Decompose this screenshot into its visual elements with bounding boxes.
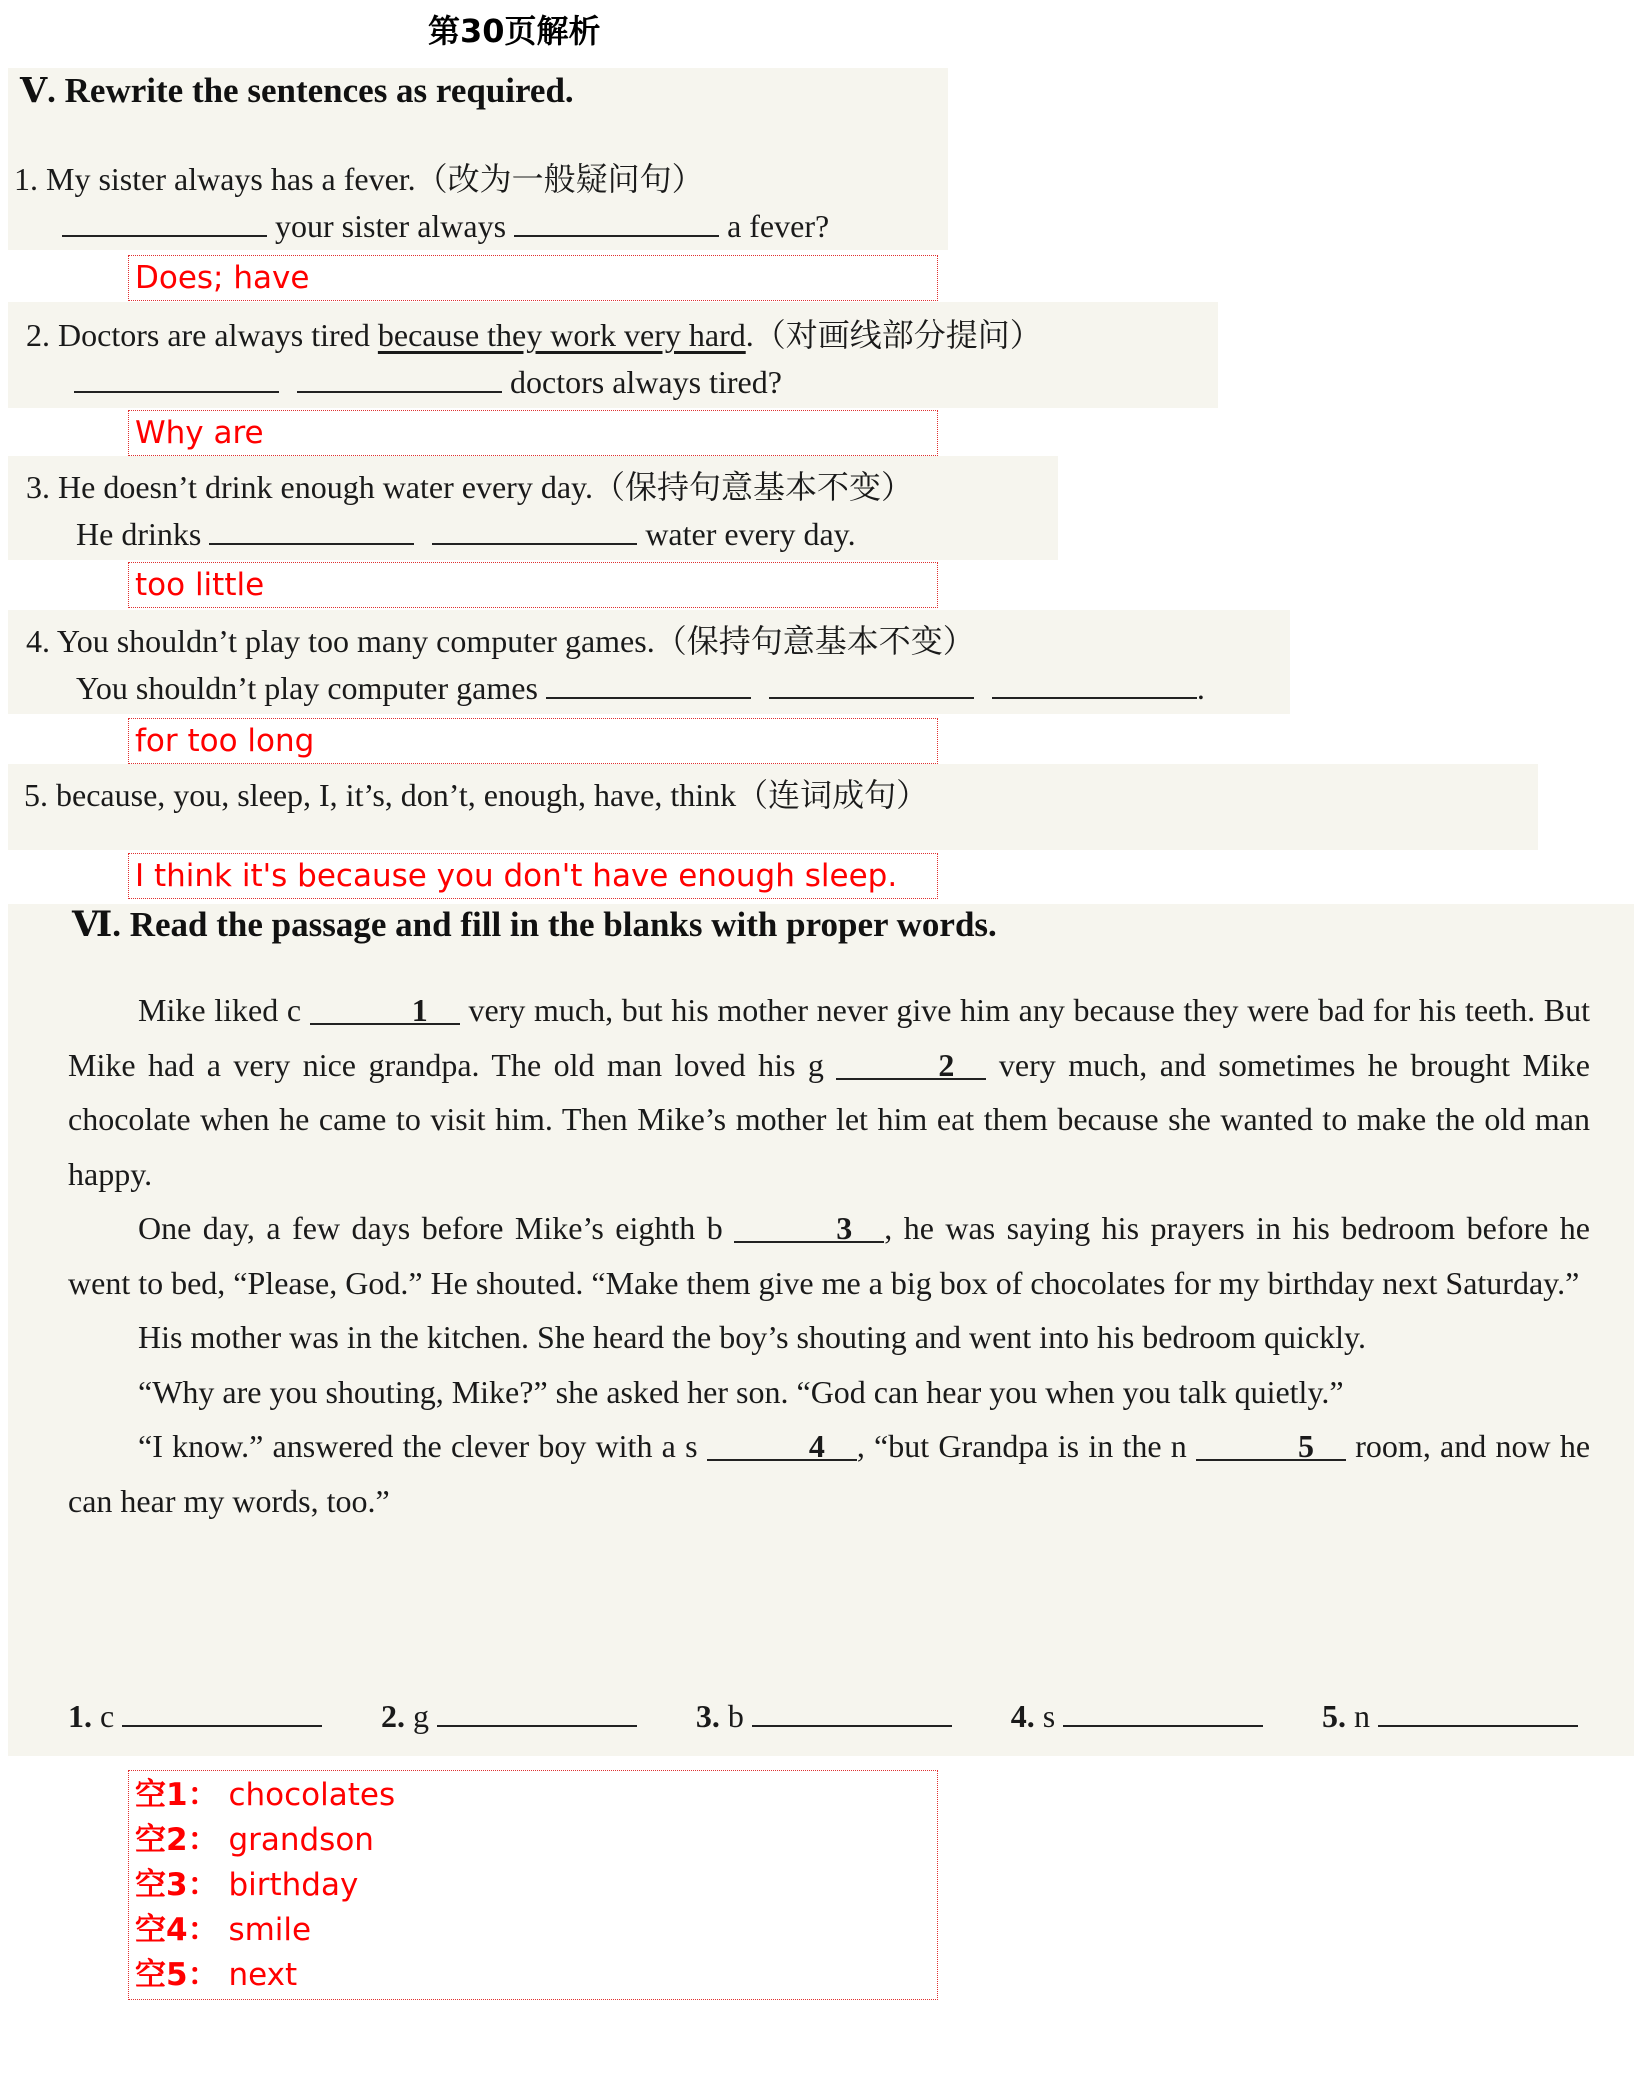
text-fragment: . bbox=[1196, 670, 1205, 706]
answer-label: 空4： bbox=[135, 1912, 219, 1948]
passage-paragraph bbox=[68, 1419, 1590, 1528]
answer-value: grandson bbox=[228, 1822, 374, 1858]
option-letter: c bbox=[100, 1698, 115, 1734]
question-4-line1: 4. You shouldn’t play too many computer games.（保持句意基本不变） bbox=[26, 623, 975, 659]
text-fragment: room, and now he can hear my words, too.” bbox=[68, 1428, 1591, 1519]
text-fragment: very much, but his mother never give him any because they were bad for his teeth. But Mike had a very nice grandpa. The old man loved his g bbox=[68, 992, 1591, 1083]
blank bbox=[297, 365, 502, 393]
blank bbox=[1063, 1699, 1263, 1727]
question-3-line2 bbox=[76, 516, 856, 553]
text-fragment: You shouldn’t play computer games bbox=[76, 670, 538, 706]
option-number: 1. bbox=[68, 1698, 92, 1734]
passage bbox=[68, 983, 1590, 1528]
question-3-line1: 3. He doesn’t drink enough water every day.（保持句意基本不变） bbox=[26, 469, 913, 505]
answer-value: smile bbox=[228, 1912, 312, 1948]
option-number: 5. bbox=[1321, 1698, 1346, 1734]
section6-heading: Ⅵ. Read the passage and fill in the blanks with proper words. bbox=[72, 905, 997, 944]
answer-text: Why are bbox=[135, 415, 264, 451]
passage-paragraph: His mother was in the kitchen. She heard the boy’s shouting and went into his bedroom quickly. bbox=[138, 1319, 1366, 1355]
answer-label: 空3： bbox=[135, 1867, 219, 1903]
question-5-line1: 5. because, you, sleep, I, it’s, don’t, enough, have, think（连词成句） bbox=[24, 777, 929, 813]
option-letter: s bbox=[1042, 1698, 1056, 1734]
answer-label: 空2： bbox=[135, 1822, 219, 1858]
blank bbox=[437, 1699, 637, 1727]
text-fragment: One day, a few days before Mike’s eighth b bbox=[138, 1210, 723, 1246]
answer-box-6 bbox=[128, 1770, 938, 2000]
option-5 bbox=[1322, 1698, 1578, 1735]
blank bbox=[752, 1699, 952, 1727]
passage-paragraph bbox=[68, 983, 1590, 1201]
answer-row bbox=[135, 1863, 931, 1908]
answer-text: Does; have bbox=[135, 260, 310, 296]
blank-3: 3 bbox=[734, 1215, 884, 1243]
text-fragment: Mike liked c bbox=[138, 992, 302, 1028]
blank bbox=[769, 671, 974, 699]
blank-5: 5 bbox=[1196, 1433, 1346, 1461]
answer-blanks-row bbox=[68, 1698, 1578, 1735]
answer-row bbox=[135, 1908, 931, 1953]
answer-box-4 bbox=[128, 718, 938, 764]
answer-box-2 bbox=[128, 410, 938, 456]
option-letter: n bbox=[1353, 1698, 1370, 1734]
blank-1: 1 bbox=[310, 997, 460, 1025]
answer-row bbox=[135, 1818, 931, 1863]
blank bbox=[74, 365, 279, 393]
blank bbox=[209, 517, 414, 545]
option-4 bbox=[1011, 1698, 1263, 1735]
question-2-line1 bbox=[26, 310, 1042, 356]
text-fragment: .（对画线部分提问） bbox=[745, 317, 1042, 353]
blank bbox=[122, 1699, 322, 1727]
text-fragment: doctors always tired? bbox=[510, 364, 782, 400]
text-fragment: He drinks bbox=[76, 516, 202, 552]
option-number: 2. bbox=[381, 1698, 406, 1734]
question-4-line2 bbox=[76, 670, 1205, 707]
answer-row bbox=[135, 1773, 931, 1818]
answer-box-5 bbox=[128, 853, 938, 899]
text-fragment: a fever? bbox=[727, 208, 830, 244]
blank bbox=[432, 517, 637, 545]
answer-row bbox=[135, 1953, 931, 1998]
blank-2: 2 bbox=[836, 1052, 986, 1080]
blank bbox=[546, 671, 751, 699]
blank bbox=[992, 671, 1197, 699]
text-fragment: 2. Doctors are always tired bbox=[26, 317, 370, 353]
option-letter: b bbox=[727, 1698, 744, 1734]
text-fragment: very much, and sometimes he brought Mike chocolate when he came to visit him. Then Mike’s mother let him eat them because she wanted to make the old man happy. bbox=[68, 1046, 1590, 1192]
text-fragment: water every day. bbox=[645, 516, 856, 552]
question-1-line2 bbox=[62, 208, 829, 245]
option-3 bbox=[696, 1698, 952, 1735]
blank bbox=[62, 209, 267, 237]
option-number: 3. bbox=[695, 1698, 720, 1734]
answer-text: I think it's because you don't have enough sleep. bbox=[135, 858, 898, 894]
option-1 bbox=[68, 1698, 322, 1735]
blank bbox=[514, 209, 719, 237]
underlined-phrase: because they work very hard bbox=[377, 317, 746, 353]
answer-text: for too long bbox=[135, 723, 315, 759]
text-fragment: your sister always bbox=[275, 208, 507, 244]
question-2-line2 bbox=[74, 364, 782, 401]
answer-label: 空5： bbox=[135, 1957, 219, 1993]
question-1-line1: 1. My sister always has a fever.（改为一般疑问句） bbox=[14, 161, 704, 197]
page-title: 第30页解析 bbox=[428, 12, 601, 50]
blank-4: 4 bbox=[707, 1433, 857, 1461]
option-number: 4. bbox=[1010, 1698, 1035, 1734]
answer-box-1 bbox=[128, 255, 938, 301]
passage-paragraph: “Why are you shouting, Mike?” she asked her son. “God can hear you when you talk quietly.” bbox=[138, 1373, 1344, 1410]
text-fragment: “I know.” answered the clever boy with a s bbox=[138, 1428, 698, 1464]
answer-value: chocolates bbox=[228, 1777, 396, 1813]
option-letter: g bbox=[413, 1698, 430, 1734]
answer-box-3 bbox=[128, 562, 938, 608]
text-fragment: , he was saying his prayers in his bedroom before he went to bed, “Please, God.” He shouted. “Make them give me a big box of chocolates for my birthday next Saturday.” bbox=[68, 1210, 1590, 1301]
answer-value: birthday bbox=[228, 1867, 359, 1903]
passage-paragraph bbox=[68, 1201, 1590, 1310]
answer-value: next bbox=[228, 1957, 298, 1993]
answer-label: 空1： bbox=[135, 1777, 219, 1813]
section5-heading: Ⅴ. Rewrite the sentences as required. bbox=[20, 71, 574, 110]
blank bbox=[1378, 1699, 1578, 1727]
answer-text: too little bbox=[135, 567, 265, 603]
option-2 bbox=[381, 1698, 637, 1735]
text-fragment: , “but Grandpa is in the n bbox=[856, 1428, 1187, 1464]
